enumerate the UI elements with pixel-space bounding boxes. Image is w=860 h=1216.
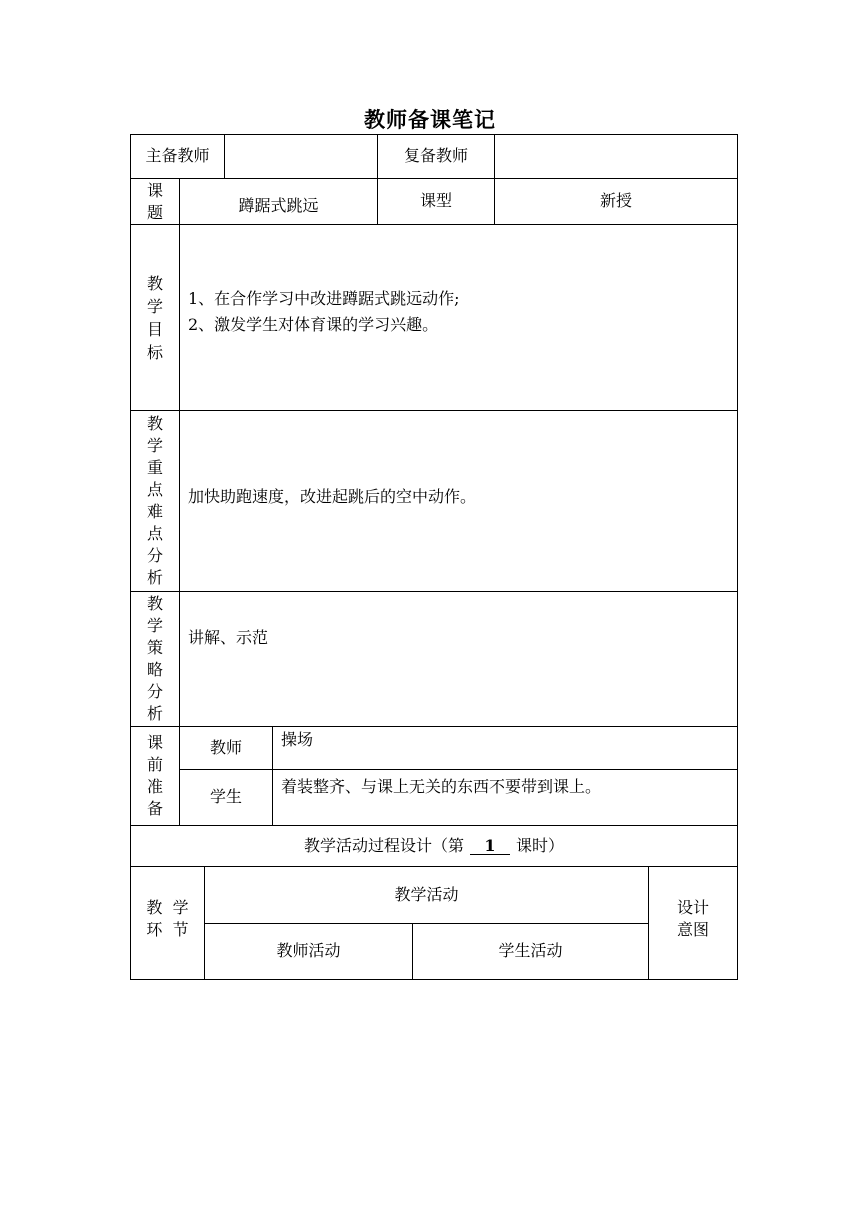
key-points-label-char: 教 xyxy=(146,414,163,433)
strategy-label-char: 策 xyxy=(146,638,163,657)
goals-label xyxy=(131,225,179,410)
preparation-label-char: 准 xyxy=(146,777,163,796)
topic-label xyxy=(131,179,179,224)
goals-label-char: 标 xyxy=(146,342,163,362)
grid-line xyxy=(737,134,738,980)
student-activity-label: 学生活动 xyxy=(498,941,563,961)
goal-line: 2、激发学生对体育课的学习兴趣。 xyxy=(188,314,439,334)
key-points-label-char: 点 xyxy=(146,480,163,499)
strategy-label-char: 略 xyxy=(146,660,163,679)
key-points-content: 加快助跑速度，改进起跳后的空中动作。 xyxy=(188,486,477,506)
topic-value: 蹲踞式跳远 xyxy=(238,195,319,215)
prep-student-label: 学生 xyxy=(209,787,242,807)
assist-teacher-value xyxy=(495,135,737,178)
lesson-number: 1 xyxy=(470,837,510,856)
teacher-activity-label: 教师活动 xyxy=(276,941,341,961)
goals-label-char: 教 xyxy=(146,273,163,293)
stage-label-line: 教 学 xyxy=(146,898,189,917)
stage-label xyxy=(131,867,204,979)
stage-label-line: 环 节 xyxy=(146,920,189,939)
key-points-label-char: 学 xyxy=(146,436,163,455)
preparation-label-char: 前 xyxy=(146,755,163,774)
grid-line xyxy=(130,979,738,980)
key-points-label-char: 重 xyxy=(146,458,163,477)
goals-label-char: 学 xyxy=(146,296,163,316)
strategy-label xyxy=(131,592,179,726)
strategy-label-char: 析 xyxy=(146,704,163,723)
design-intent-line: 设计 xyxy=(676,898,709,917)
prep-student-value: 着装整齐、与课上无关的东西不要带到课上。 xyxy=(281,777,602,796)
topic-label-char: 题 xyxy=(146,202,163,222)
preparation-label xyxy=(131,727,179,825)
strategy-label-char: 学 xyxy=(146,616,163,635)
main-teacher-label: 主备教师 xyxy=(145,146,210,166)
activities-label: 教学活动 xyxy=(394,884,459,904)
goals-content xyxy=(180,225,737,410)
process-title xyxy=(131,826,737,866)
lesson-type-label: 课型 xyxy=(419,191,452,211)
strategy-label-char: 分 xyxy=(146,682,163,701)
key-points-label-char: 点 xyxy=(146,524,163,543)
key-points-label-char: 分 xyxy=(146,546,163,565)
lesson-type-value: 新授 xyxy=(599,191,632,211)
preparation-label-char: 备 xyxy=(146,799,163,818)
prep-teacher-label: 教师 xyxy=(209,737,242,757)
assist-teacher-label: 复备教师 xyxy=(403,146,468,166)
strategy-content: 讲解、示范 xyxy=(188,628,269,647)
design-intent-line: 意图 xyxy=(676,920,709,939)
key-points-label-char: 难 xyxy=(146,502,163,521)
prep-teacher-value: 操场 xyxy=(281,730,314,749)
goals-label-char: 目 xyxy=(146,319,163,339)
process-title-suffix: 课时） xyxy=(516,835,565,855)
preparation-label-char: 课 xyxy=(146,733,163,752)
topic-label-char: 课 xyxy=(146,180,163,200)
process-title-prefix: 教学活动过程设计（第 xyxy=(303,835,464,855)
strategy-label-char: 教 xyxy=(146,594,163,613)
key-points-label xyxy=(131,411,179,591)
design-intent-label xyxy=(649,867,737,979)
goal-line: 1、在合作学习中改进蹲踞式跳远动作; xyxy=(188,288,460,308)
grid-line xyxy=(130,591,738,592)
key-points-label-char: 析 xyxy=(146,568,163,587)
page-title: 教师备课笔记 xyxy=(364,107,496,132)
main-teacher-value xyxy=(225,135,377,178)
